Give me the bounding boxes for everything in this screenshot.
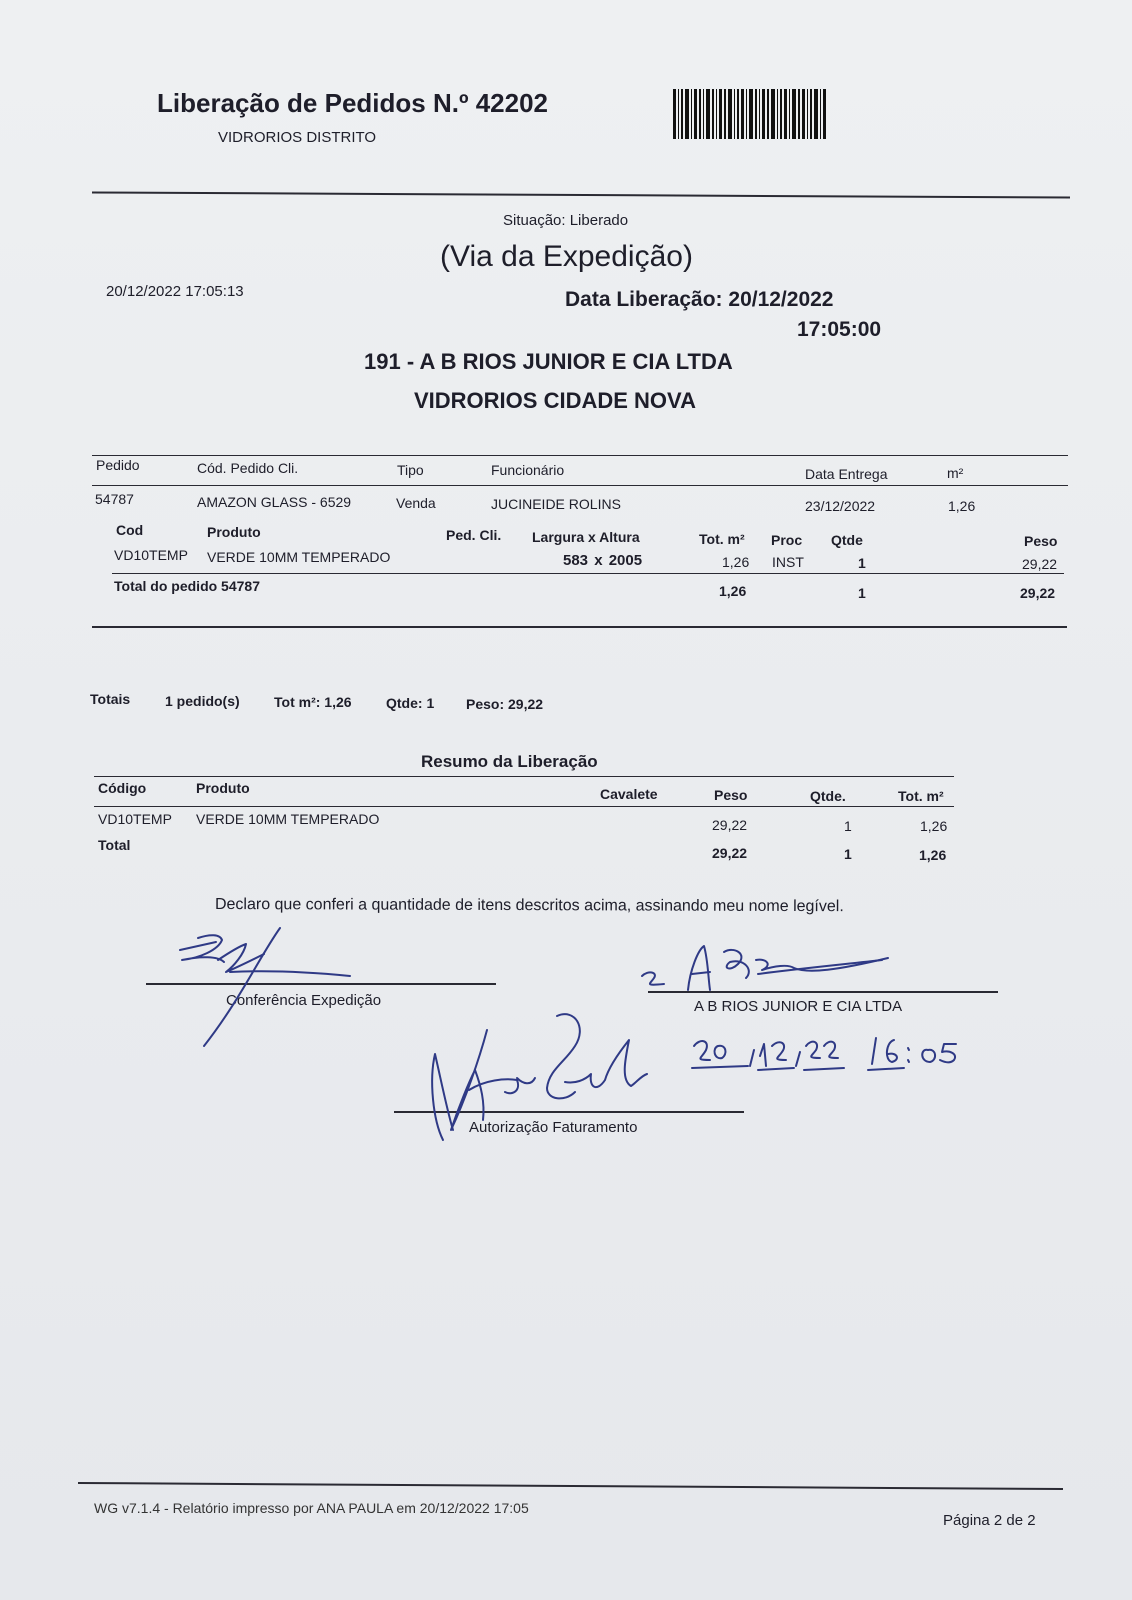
resumo-header-rule	[94, 806, 954, 807]
item-produto: VERDE 10MM TEMPERADO	[207, 549, 391, 565]
resumo-header-tot-m2: Tot. m²	[898, 788, 944, 804]
footer-print-info: WG v7.1.4 - Relatório impresso por ANA PAULA em 20/12/2022 17:05	[94, 1500, 529, 1516]
resumo-qtde: 1	[844, 818, 852, 834]
document-title: Liberação de Pedidos N.º 42202	[157, 88, 548, 118]
item-header-largura-altura: Largura x Altura	[532, 529, 640, 545]
item-dimensions: 583 x 2005	[563, 552, 643, 569]
order-pedido: 54787	[95, 491, 134, 507]
resumo-codigo: VD10TEMP	[98, 811, 172, 827]
order-tipo: Venda	[396, 495, 436, 511]
col-header-cod-pedido-cli: Cód. Pedido Cli.	[197, 460, 299, 476]
resumo-tot-m2: 1,26	[920, 818, 948, 834]
item-header-produto: Produto	[207, 524, 261, 540]
via-title: (Via da Expedição)	[440, 240, 693, 273]
item-peso: 29,22	[1022, 556, 1058, 572]
item-proc: INST	[772, 554, 804, 570]
item-qtde: 1	[858, 555, 866, 571]
client-name: 191 - A B RIOS JUNIOR E CIA LTDA	[364, 349, 733, 374]
signature-autorizacao	[425, 1010, 655, 1150]
col-header-tipo: Tipo	[397, 462, 424, 478]
declaration-text: Declaro que conferi a quantidade de itens descritos acima, assinando meu nome legível.	[214, 896, 844, 916]
col-header-funcionario: Funcionário	[491, 462, 565, 478]
resumo-total-label: Total	[98, 837, 131, 853]
col-header-pedido: Pedido	[96, 457, 140, 473]
item-cod: VD10TEMP	[114, 547, 188, 563]
order-section-divider	[92, 626, 1067, 628]
resumo-header-codigo: Código	[98, 780, 147, 796]
print-datetime: 20/12/2022 17:05:13	[106, 283, 244, 300]
status-text: Situação: Liberado	[503, 212, 629, 229]
resumo-header-produto: Produto	[196, 780, 250, 796]
company-name: VIDRORIOS DISTRITO	[218, 129, 377, 146]
col-header-data-entrega: Data Entrega	[805, 466, 888, 482]
order-total-qtde: 1	[858, 585, 866, 601]
item-header-peso: Peso	[1024, 533, 1058, 549]
item-header-tot-m2: Tot. m²	[699, 531, 745, 547]
totals-m2: Tot m²: 1,26	[274, 694, 352, 710]
item-tot-m2: 1,26	[722, 554, 750, 570]
resumo-header-qtde: Qtde.	[810, 788, 846, 804]
totals-peso: Peso: 29,22	[466, 696, 544, 712]
items-total-rule	[112, 573, 1064, 574]
resumo-peso: 29,22	[712, 817, 748, 833]
signature-conferencia	[160, 920, 360, 1050]
client-store: VIDRORIOS CIDADE NOVA	[414, 388, 696, 413]
signature-client	[638, 940, 918, 1010]
footer-page-number: Página 2 de 2	[943, 1512, 1036, 1529]
resumo-total-tot-m2: 1,26	[919, 847, 947, 863]
order-cod-pedido-cli: AMAZON GLASS - 6529	[197, 494, 352, 510]
handwritten-date	[690, 1032, 697, 1033]
header-divider	[92, 191, 1070, 198]
totals-pedidos: 1 pedido(s)	[165, 693, 240, 709]
totals-qtde: Qtde: 1	[386, 695, 435, 711]
order-data-entrega: 23/12/2022	[805, 498, 876, 514]
item-header-proc: Proc	[771, 532, 803, 548]
totals-label: Totais	[90, 691, 131, 707]
release-time: 17:05:00	[797, 318, 882, 341]
order-m2: 1,26	[948, 498, 976, 514]
resumo-produto: VERDE 10MM TEMPERADO	[196, 811, 380, 827]
order-table-top-rule	[92, 455, 1068, 456]
resumo-total-qtde: 1	[844, 846, 852, 862]
release-date: Data Liberação: 20/12/2022	[565, 288, 834, 311]
barcode	[673, 89, 845, 139]
signature-label-conferencia: Conferência Expedição	[226, 992, 382, 1009]
order-table-header-rule	[92, 485, 1068, 486]
order-funcionario: JUCINEIDE ROLINS	[491, 496, 621, 512]
handwritten-date-strokes	[688, 1030, 978, 1090]
resumo-header-peso: Peso	[714, 787, 748, 803]
col-header-m2: m²	[947, 465, 964, 481]
item-header-ped-cli: Ped. Cli.	[446, 527, 502, 543]
signature-label-autorizacao: Autorização Faturamento	[469, 1119, 638, 1136]
resumo-header-cavalete: Cavalete	[600, 786, 658, 802]
item-header-cod: Cod	[116, 522, 144, 538]
order-total-peso: 29,22	[1020, 585, 1056, 601]
order-total-label: Total do pedido 54787	[114, 578, 260, 594]
order-total-m2: 1,26	[719, 583, 747, 599]
footer-rule	[78, 1482, 1063, 1490]
signature-label-client: A B RIOS JUNIOR E CIA LTDA	[694, 998, 903, 1015]
resumo-title: Resumo da Liberação	[421, 752, 598, 771]
resumo-top-rule	[94, 776, 954, 777]
item-header-qtde: Qtde	[831, 532, 863, 548]
resumo-total-peso: 29,22	[712, 845, 748, 861]
